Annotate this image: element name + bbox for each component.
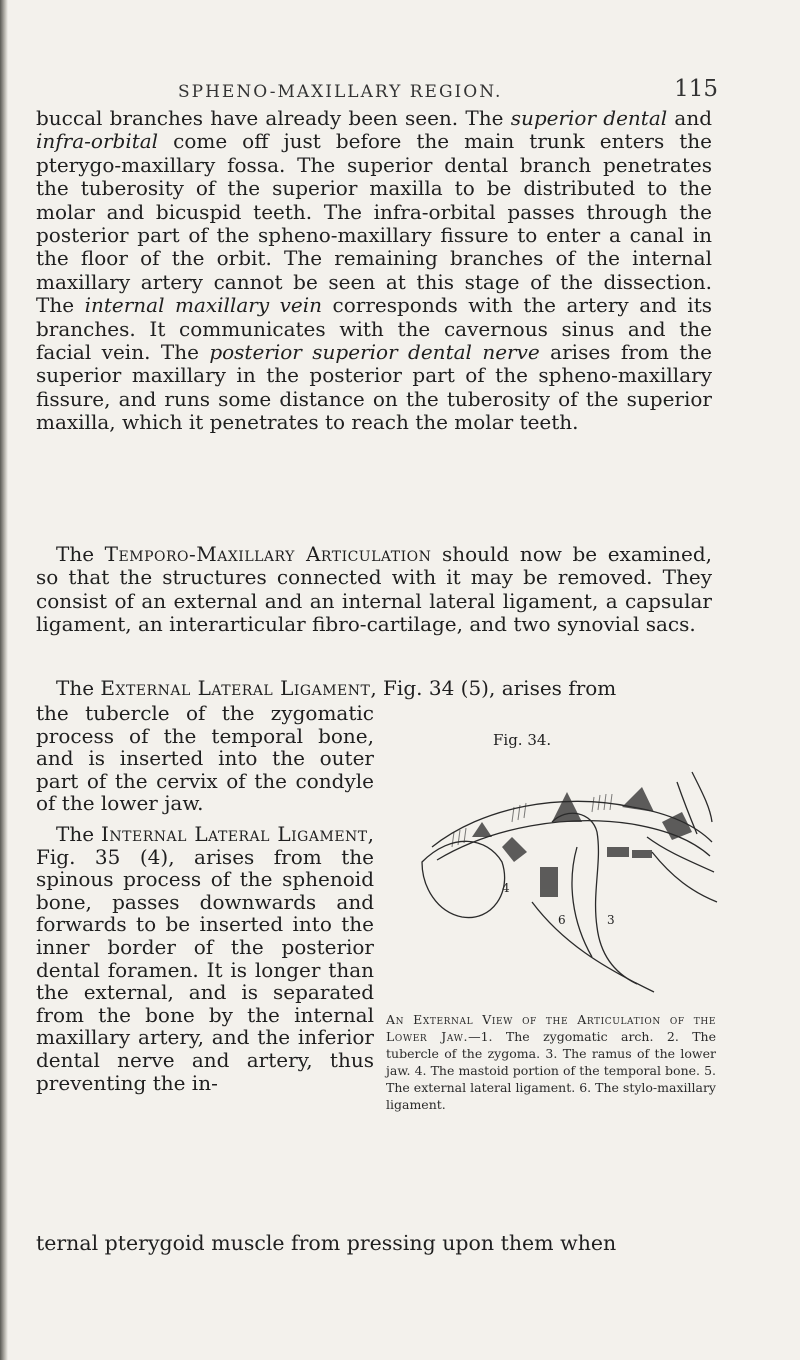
paragraph-external-ligament: the tubercle of the zygomatic process of the temporal bone, and is inserted into the outer part of the cervix of the condyle of the lower jaw. — [36, 701, 374, 816]
figure-caption — [386, 1011, 716, 1113]
paragraph-external-ligament-start: The External Lateral Ligament, Fig. 34 (5), arises from — [56, 676, 617, 700]
paragraph-arteries: buccal branches have already been seen. The superior dental and infra-orbital come off just before the main trunk enters the pterygo-maxillary fossa. The superior dental branch penetrates the tuberosity of the superior maxilla to be distributed to the molar and bicuspid teeth. The infra-orbital passes through the posterior part of the spheno-maxillary fissure to enter a canal in the floor of the orbit. The remaining branches of the internal maxillary artery cannot be seen at this stage of the dissection. The internal maxillary vein corresponds with the artery and its branches. It communicates with the cavernous sinus and the facial vein. The posterior superior dental nerve arises from the superior maxillary in the posterior part of the spheno-maxillary fissure, and runs some distance on the tuberosity of the superior maxilla, which it penetrates to reach the molar teeth. — [36, 106, 713, 435]
figure-number-6: 6 — [558, 913, 566, 927]
paragraph-internal-ligament: The Internal Lateral Ligament, Fig. 35 (4), arises from the spinous process of the sphenoid bone, passes downwards and forwards to be inserted into the inner border of the posterior dental foramen. It is longer than the external, and is separated from the bone by the internal maxillary artery, and the inferior dental nerve and artery, thus preventing the in- — [36, 821, 374, 1095]
figure-number-3: 3 — [607, 913, 615, 927]
figure-label: Fig. 34. — [493, 731, 552, 749]
caption-body: —1. The zygomatic arch. 2. The tubercle of the zygoma. 3. The ramus of the lower jaw. 4. The mastoid portion of the temporal bone. 5. The external lateral ligament. 6. The stylo-maxillary ligament. — [386, 1029, 716, 1112]
page-number: 115 — [674, 76, 718, 102]
text-column — [36, 702, 374, 1102]
running-title: SPHENO-MAXILLARY REGION. — [178, 82, 503, 102]
figure-illustration — [392, 752, 722, 1002]
paragraph-articulation: The Temporo-Maxillary Articulation should now be examined, so that the structures connected with it may be removed. They consist of an external and an internal lateral ligament, a capsular ligament, an interarticular fibro-cartilage, and two synovial sacs. — [36, 542, 712, 637]
jaw-articulation-drawing — [392, 752, 722, 1002]
closing-text-line: ternal pterygoid muscle from pressing upon them when — [36, 1231, 617, 1255]
caption-title: An External View of the Articulation of the Lower Jaw. — [386, 1012, 716, 1044]
figure-number-4: 4 — [502, 881, 510, 895]
running-header — [178, 76, 718, 102]
page-binding-edge — [0, 0, 8, 1360]
